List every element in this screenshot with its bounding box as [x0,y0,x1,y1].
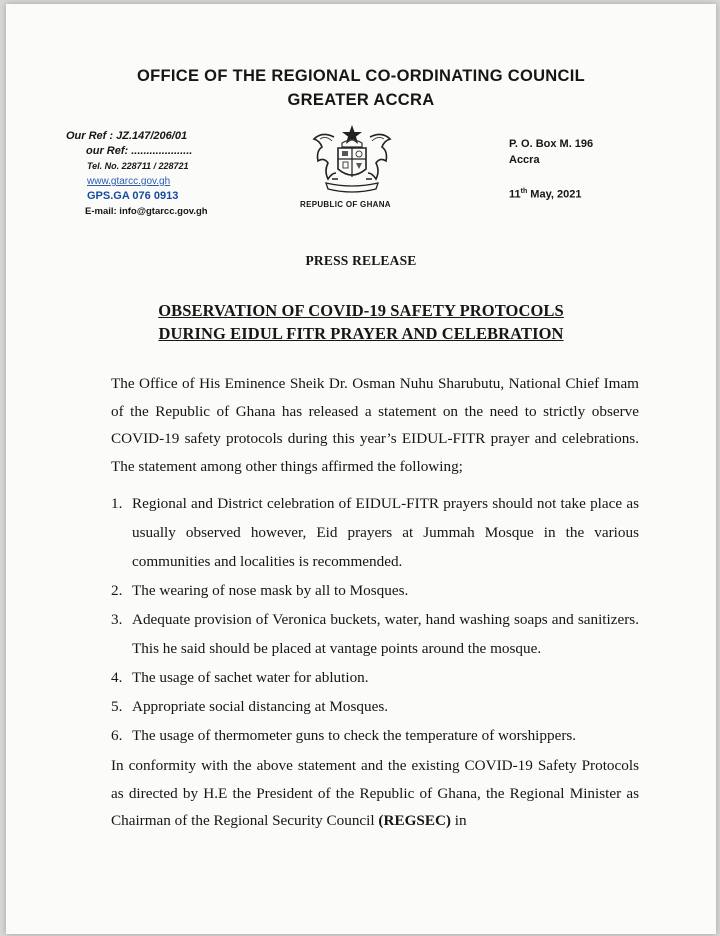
region-header: GREATER ACCRA [287,91,435,109]
protocol-list [111,489,639,750]
email-address: E-mail: info@gtarcc.gov.gh [85,206,208,217]
intro-paragraph: The Office of His Eminence Sheik Dr. Osman Nuhu Sharubutu, National Chief Imam of the Republic of Ghana has released a statement on the need to strictly observe COVID-19 safety protocols during this year’s EIDUL-FITR prayer and celebrations. The statement among other things affirmed the following; [111,375,639,475]
website-link[interactable]: www.gtarcc.gov.gh [87,176,171,187]
list-item: 2. The wearing of nose mask by all to Mosques. [111,582,409,599]
our-ref: Our Ref : JZ.147/206/01 [66,130,188,142]
office-header: OFFICE OF THE REGIONAL CO-ORDINATING COUNCIL [137,67,585,85]
ghana-coat-of-arms-icon [302,117,402,197]
list-item: 5. Appropriate social distancing at Mosques. [111,698,389,715]
coat-of-arms-caption: REPUBLIC OF GHANA [300,200,391,209]
title-line-2: DURING EIDUL FITR PRAYER AND CELEBRATION [158,324,564,343]
press-release-label: PRESS RELEASE [305,253,417,268]
reference-block [66,129,208,219]
telephone: Tel. No. 228711 / 228721 [87,161,189,171]
your-ref: our Ref: .................... [86,145,193,157]
regsec-acronym: (REGSEC) [378,812,451,829]
list-item: 1. Regional and District celebration of EIDUL-FITR prayers should not take place as usually observed however, Eid prayers at Jummah Mosque in the various communities and localities is recommended. [111,495,639,570]
list-item: 4. The usage of sachet water for ablution. [111,669,369,686]
list-item: 6. The usage of thermometer guns to check the temperature of worshippers. [111,727,577,744]
po-box: P. O. Box M. 196 [509,138,594,150]
gps-address: GPS.GA 076 0913 [87,190,179,202]
title-line-1: OBSERVATION OF COVID-19 SAFETY PROTOCOLS [158,301,564,320]
closing-paragraph: In conformity with the above statement and the existing COVID-19 Safety Protocols as directed by H.E the President of the Republic of Ghana, the Regional Minister as Chairman of the Regional Security Council (REGSEC) in [111,757,639,829]
list-item: 3. Adequate provision of Veronica buckets, water, hand washing soaps and sanitizers. This he said should be placed at vantage points around the mosque. [111,611,639,657]
letter-date: 11th May, 2021 [509,188,582,201]
city: Accra [509,154,540,166]
document-page [6,4,716,934]
address-block [509,136,593,203]
